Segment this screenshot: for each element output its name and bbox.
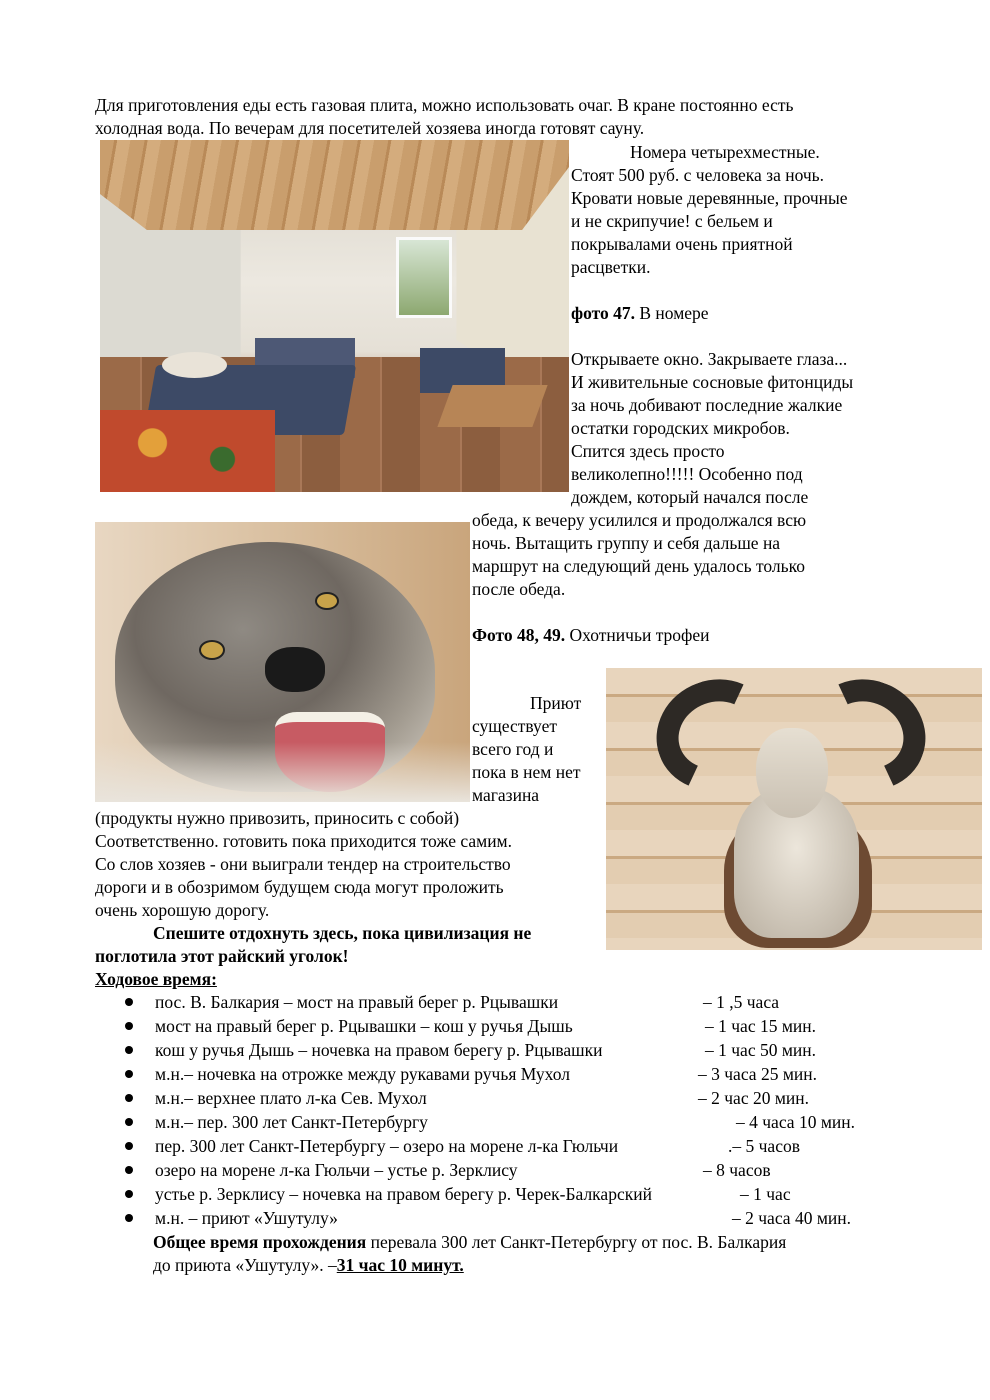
total-result: 31 час 10 минут. <box>336 1255 464 1275</box>
shelter-line-7: Соответственно. готовить пока приходится тоже самим. <box>95 831 513 851</box>
bullet-icon <box>125 1214 133 1222</box>
route-seg-7: пер. 300 лет Санкт-Петербургу – озеро на морене л-ка Гюльчи <box>155 1136 619 1156</box>
rooms-line-5: покрывалами очень приятной <box>571 234 793 254</box>
window-line-3: за ночь добивают последние жалкие <box>571 395 843 415</box>
route-seg-1: пос. В. Балкария – мост на правый берег р. Рцывашки <box>155 992 559 1012</box>
shelter-line-3: всего год и <box>472 739 554 759</box>
route-time-6: – 4 часа 10 мин. <box>736 1112 855 1132</box>
window-icon <box>396 237 452 318</box>
route-seg-2: мост на правый берег р. Рцывашки – кош у ручья Дышь <box>155 1016 573 1036</box>
route-time-2: – 1 час 15 мин. <box>705 1016 817 1036</box>
bullet-icon <box>125 1094 133 1102</box>
total-line-2: до приюта «Ушутулу». –31 час 10 минут. <box>153 1255 464 1275</box>
window-line-9: ночь. Вытащить группу и себя дальше на <box>472 533 781 553</box>
route-seg-3: кош у ручья Дышь – ночевка на правом берегу р. Рцывашки <box>155 1040 603 1060</box>
intro-line-2: холодная вода. По вечерам для посетителей хозяева иногда готовят сауну. <box>95 118 645 138</box>
bullet-icon <box>125 1190 133 1198</box>
photo-47-caption: фото 47. В номере <box>571 303 709 323</box>
bullet-icon <box>125 998 133 1006</box>
window-line-6: великолепно!!!!! Особенно под <box>571 464 803 484</box>
route-time-1: – 1 ,5 часа <box>703 992 780 1012</box>
bullet-icon <box>125 1142 133 1150</box>
route-seg-5: м.н.– верхнее плато л-ка Сев. Мухол <box>155 1088 427 1108</box>
shelter-line-9: дороги и в обозримом будущем сюда могут проложить <box>95 877 504 897</box>
route-seg-6: м.н.– пер. 300 лет Санкт-Петербургу <box>155 1112 428 1132</box>
shelter-line-8: Со слов хозяев - они выиграли тендер на строительство <box>95 854 511 874</box>
bullet-icon <box>125 1166 133 1174</box>
room-photo <box>100 140 569 492</box>
rooms-line-1: Номера четырехместные. <box>630 142 820 162</box>
shelter-line-4: пока в нем нет <box>472 762 581 782</box>
window-line-11: после обеда. <box>472 579 566 599</box>
route-time-4: – 3 часа 25 мин. <box>698 1064 817 1084</box>
bullet-icon <box>125 1070 133 1078</box>
rooms-line-4: и не скрипучие! с бельем и <box>571 211 773 231</box>
window-line-7: дождем, который начался после <box>571 487 809 507</box>
route-time-8: – 8 часов <box>703 1160 771 1180</box>
route-time-9: – 1 час <box>740 1184 791 1204</box>
photo-48-49-caption: Фото 48, 49. Охотничьи трофеи <box>472 625 710 645</box>
rooms-line-2: Стоят 500 руб. с человека за ночь. <box>571 165 825 185</box>
shelter-line-2: существует <box>472 716 557 736</box>
route-time-3: – 1 час 50 мин. <box>705 1040 817 1060</box>
route-seg-9: устье р. Зерклису – ночевка на правом берегу р. Черек-Балкарский <box>155 1184 652 1204</box>
total-line-1: Общее время прохождения перевала 300 лет Санкт-Петербургу от пос. В. Балкария <box>153 1232 787 1252</box>
window-line-4: остатки городских микробов. <box>571 418 790 438</box>
bullet-icon <box>125 1118 133 1126</box>
shelter-line-10: очень хорошую дорогу. <box>95 900 270 920</box>
wolf-trophy-photo <box>95 522 470 802</box>
rooms-line-3: Кровати новые деревянные, прочные <box>571 188 848 208</box>
route-time-7: .– 5 часов <box>728 1136 800 1156</box>
bullet-icon <box>125 1046 133 1054</box>
shelter-line-1: Приют <box>530 693 582 713</box>
intro-line-1: Для приготовления еды есть газовая плита, можно использовать очаг. В кране постоянно есть <box>95 95 794 115</box>
route-seg-10: м.н. – приют «Ушутулу» <box>155 1208 338 1228</box>
rooms-line-6: расцветки. <box>571 257 651 277</box>
shelter-line-5: магазина <box>472 785 540 805</box>
shelter-line-6: (продукты нужно привозить, приносить с собой) <box>95 808 460 828</box>
window-line-10: маршрут на следующий день удалось только <box>472 556 806 576</box>
route-seg-8: озеро на морене л-ка Гюльчи – устье р. Зерклису <box>155 1160 518 1180</box>
route-time-5: – 2 час 20 мин. <box>698 1088 810 1108</box>
window-line-5: Спится здесь просто <box>571 441 725 461</box>
hurry-line-1: Спешите отдохнуть здесь, пока цивилизация не <box>153 923 532 943</box>
route-seg-4: м.н.– ночевка на отрожке между рукавами ручья Мухол <box>155 1064 570 1084</box>
hurry-line-2: поглотила этот райский уголок! <box>95 946 349 966</box>
window-line-1: Открываете окно. Закрываете глаза... <box>571 349 848 369</box>
route-time-10: – 2 часа 40 мин. <box>732 1208 851 1228</box>
walk-time-title: Ходовое время: <box>95 969 217 989</box>
window-line-2: И живительные сосновые фитонциды <box>571 372 854 392</box>
goat-trophy-photo <box>606 668 982 950</box>
bullet-icon <box>125 1022 133 1030</box>
window-line-8: обеда, к вечеру усилился и продолжался всю <box>472 510 807 530</box>
